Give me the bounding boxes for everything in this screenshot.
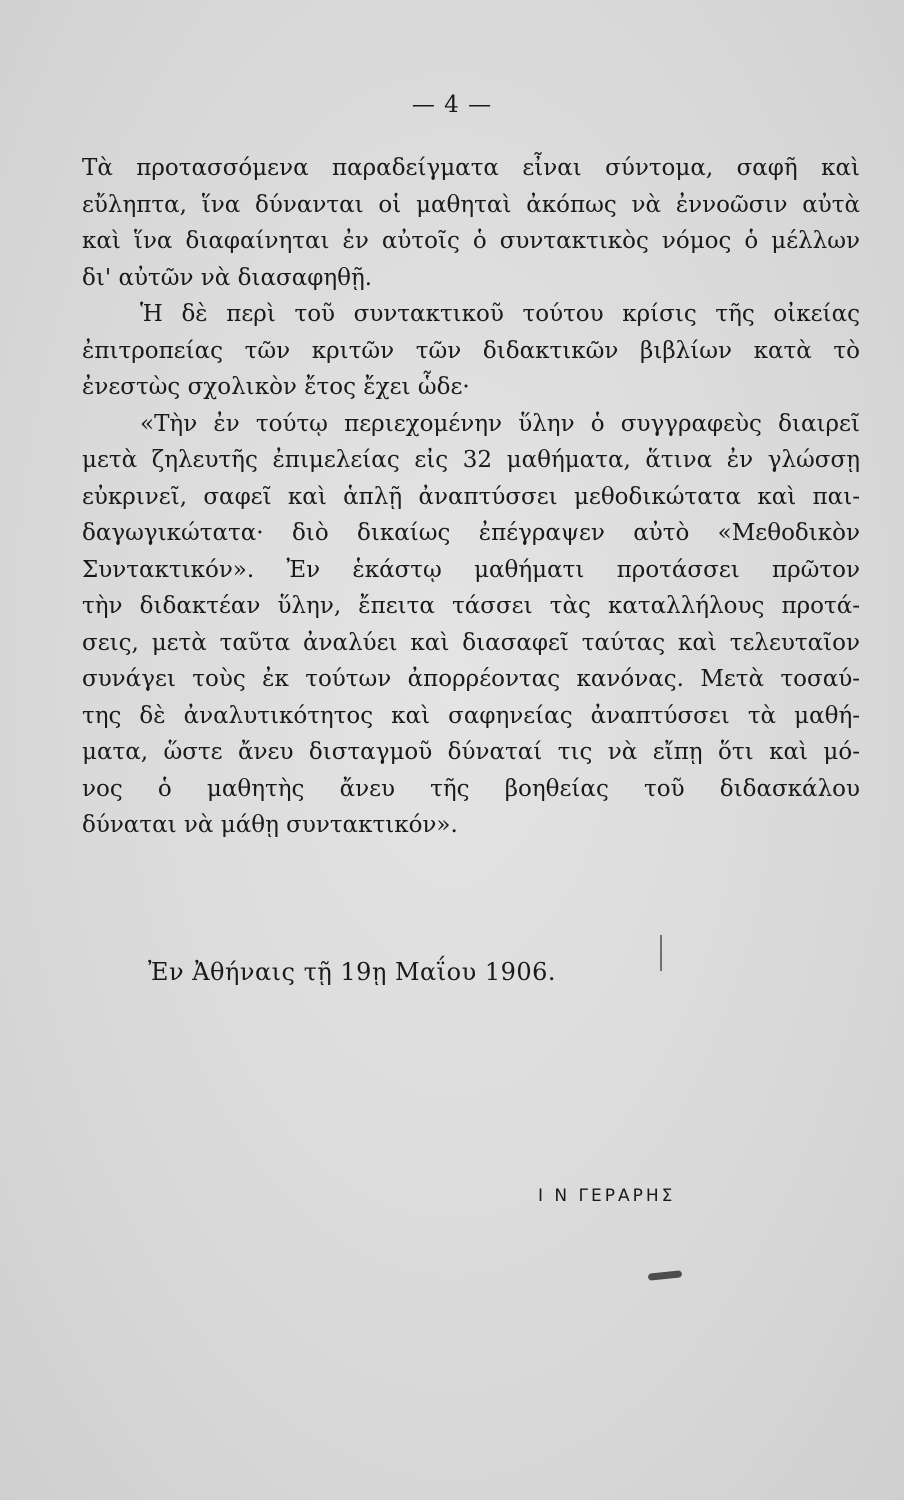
text-line: δαγωγικώτατα· διὸ δικαίως ἐπέγραψεν αὐτὸ «Μεθοδικὸν	[82, 520, 860, 546]
text-line: δύναται νὰ μάθῃ συντακτικόν».	[82, 812, 458, 838]
signature: Ι Ν ΓΕΡΑΡΗΣ	[538, 1186, 676, 1206]
body-text	[82, 150, 860, 844]
text-line: ἐπιτροπείας τῶν κριτῶν τῶν διδακτικῶν βιβλίων κατὰ τὸ	[82, 337, 860, 364]
text-line: καὶ ἵνα διαφαίνηται ἐν αὐτοῖς ὁ συντακτικὸς νόμος ὁ μέλλων	[82, 228, 860, 254]
text-line: ματα, ὥστε ἄνευ δισταγμοῦ δύναταί τις νὰ εἴπῃ ὅτι καὶ μό-	[82, 739, 860, 765]
text-line: συνάγει τοὺς ἐκ τούτων ἀπορρέοντας κανόνας. Μετὰ τοσαύ-	[82, 666, 860, 692]
text-line: ἐνεστὼς σχολικὸν ἔτος ἔχει ὧδε·	[82, 374, 470, 400]
text-line: μετὰ ζηλευτῆς ἐπιμελείας εἰς 32 μαθήματα, ἅτινα ἐν γλώσσῃ	[82, 447, 860, 473]
text-line: της δὲ ἀναλυτικότητος καὶ σαφηνείας ἀναπτύσσει τὰ μαθή-	[82, 702, 860, 729]
text-line: «Τὴν ἐν τούτῳ περιεχομένην ὕλην ὁ συγγραφεὺς διαιρεῖ	[140, 410, 860, 437]
text-line: Συντακτικόν». Ἐν ἑκάστῳ μαθήματι προτάσσει πρῶτον	[82, 556, 860, 583]
page-number: — 4 —	[411, 92, 493, 118]
text-line: δι' αὐτῶν νὰ διασαφηθῇ.	[82, 264, 373, 291]
text-line: εὔληπτα, ἵνα δύνανται οἱ μαθηταὶ ἀκόπως νὰ ἐννοῶσιν αὐτὰ	[82, 191, 860, 218]
text-line: Τὰ προτασσόμενα παραδείγματα εἶναι σύντομα, σαφῆ καὶ	[82, 155, 860, 181]
text-line: εὐκρινεῖ, σαφεῖ καὶ ἁπλῇ ἀναπτύσσει μεθοδικώτατα καὶ παι-	[82, 483, 860, 510]
text-line: σεις, μετὰ ταῦτα ἀναλύει καὶ διασαφεῖ ταύτας καὶ τελευταῖον	[82, 629, 860, 656]
dateline: Ἐν Ἀθήναις τῇ 19ῃ Μαΐου 1906.	[148, 958, 557, 986]
ink-smudge	[648, 1270, 683, 1281]
text-line: Ἡ δὲ περὶ τοῦ συντακτικοῦ τούτου κρίσις τῆς οἰκείας	[140, 301, 860, 327]
text-line: τὴν διδακτέαν ὕλην, ἔπειτα τάσσει τὰς καταλλήλους προτά-	[82, 593, 860, 619]
ink-mark	[660, 935, 662, 971]
text-line: νος ὁ μαθητὴς ἄνευ τῆς βοηθείας τοῦ διδασκάλου	[82, 775, 860, 802]
